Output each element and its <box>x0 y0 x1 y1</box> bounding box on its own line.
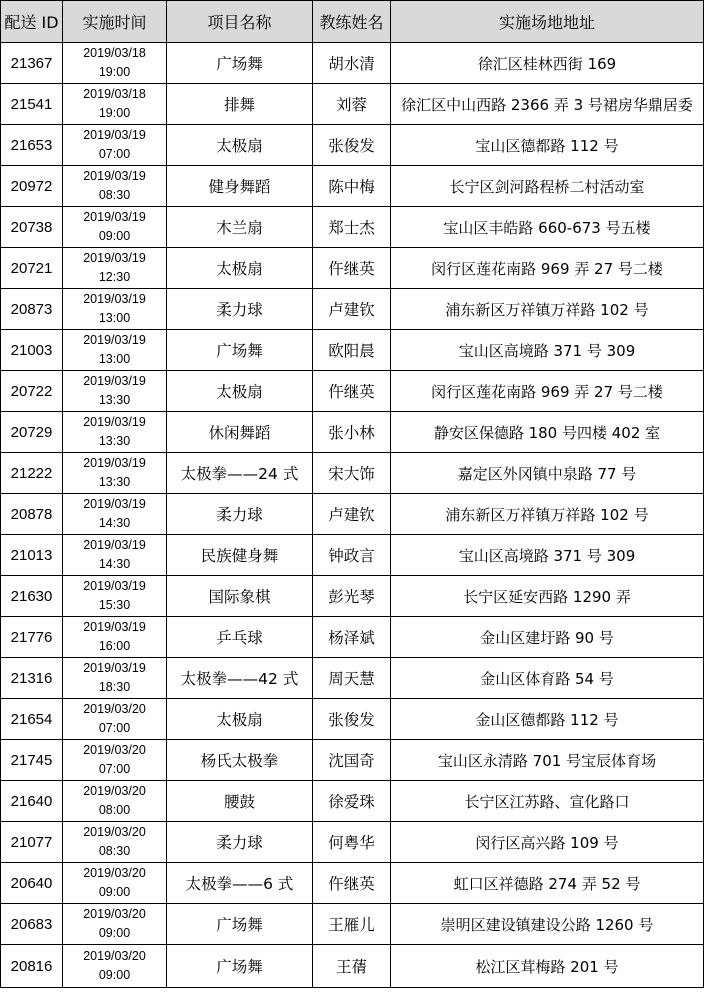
cell-date: 2019/03/19 <box>83 415 146 429</box>
cell-address: 闵行区莲花南路 969 弄 27 号二楼 <box>391 371 704 412</box>
cell-coach: 刘蓉 <box>313 84 391 125</box>
cell-datetime <box>63 822 167 863</box>
cell-coach: 郑士杰 <box>313 207 391 248</box>
cell-datetime <box>63 945 167 988</box>
cell-time: 07:00 <box>98 147 131 161</box>
header-address: 实施场地地址 <box>391 1 704 43</box>
cell-address: 闵行区高兴路 109 号 <box>391 822 704 863</box>
header-time: 实施时间 <box>63 1 167 43</box>
cell-id: 21640 <box>1 781 63 822</box>
cell-time: 19:00 <box>98 106 131 120</box>
cell-project: 国际象棋 <box>167 576 313 617</box>
cell-address: 宝山区高境路 371 号 309 <box>391 535 704 576</box>
cell-coach: 杨泽斌 <box>313 617 391 658</box>
cell-project: 广场舞 <box>167 330 313 371</box>
table-header <box>1 1 704 43</box>
cell-date: 2019/03/19 <box>83 210 146 224</box>
cell-project: 广场舞 <box>167 945 313 988</box>
cell-date: 2019/03/19 <box>83 251 146 265</box>
cell-datetime <box>63 617 167 658</box>
cell-datetime <box>63 658 167 699</box>
cell-coach: 张俊发 <box>313 125 391 166</box>
header-id: 配送 ID <box>1 1 63 43</box>
cell-time: 09:00 <box>98 229 131 243</box>
cell-datetime <box>63 289 167 330</box>
cell-coach: 陈中梅 <box>313 166 391 207</box>
cell-coach: 胡水清 <box>313 43 391 84</box>
cell-address: 长宁区延安西路 1290 弄 <box>391 576 704 617</box>
cell-time: 08:30 <box>98 188 131 202</box>
table-row <box>1 822 704 863</box>
cell-address: 金山区德都路 112 号 <box>391 699 704 740</box>
cell-coach: 欧阳晨 <box>313 330 391 371</box>
table-row <box>1 740 704 781</box>
cell-time: 08:00 <box>98 803 131 817</box>
cell-id: 21541 <box>1 84 63 125</box>
table-row <box>1 945 704 988</box>
cell-id: 20738 <box>1 207 63 248</box>
cell-coach: 仵继英 <box>313 863 391 904</box>
cell-time: 08:30 <box>98 844 131 858</box>
cell-time: 19:00 <box>98 65 131 79</box>
cell-coach: 周天慧 <box>313 658 391 699</box>
cell-datetime <box>63 412 167 453</box>
cell-date: 2019/03/19 <box>83 374 146 388</box>
cell-datetime <box>63 84 167 125</box>
table-row <box>1 412 704 453</box>
cell-project: 太极扇 <box>167 125 313 166</box>
cell-date: 2019/03/19 <box>83 579 146 593</box>
cell-id: 21003 <box>1 330 63 371</box>
cell-time: 16:00 <box>98 639 131 653</box>
cell-address: 宝山区德都路 112 号 <box>391 125 704 166</box>
cell-date: 2019/03/20 <box>83 866 146 880</box>
cell-datetime <box>63 453 167 494</box>
cell-date: 2019/03/19 <box>83 538 146 552</box>
cell-date: 2019/03/18 <box>83 46 146 60</box>
cell-datetime <box>63 248 167 289</box>
cell-address: 徐汇区桂林西街 169 <box>391 43 704 84</box>
cell-address: 宝山区永清路 701 号宝辰体育场 <box>391 740 704 781</box>
cell-id: 20972 <box>1 166 63 207</box>
cell-date: 2019/03/20 <box>83 784 146 798</box>
table-row <box>1 535 704 576</box>
cell-id: 20873 <box>1 289 63 330</box>
cell-datetime <box>63 781 167 822</box>
cell-time: 13:30 <box>98 434 131 448</box>
cell-project: 乒乓球 <box>167 617 313 658</box>
cell-datetime <box>63 576 167 617</box>
table-row <box>1 699 704 740</box>
cell-coach: 钟政言 <box>313 535 391 576</box>
cell-address: 静安区保德路 180 号四楼 402 室 <box>391 412 704 453</box>
cell-date: 2019/03/20 <box>83 949 146 963</box>
cell-datetime <box>63 330 167 371</box>
cell-time: 09:00 <box>98 885 131 899</box>
cell-project: 太极扇 <box>167 699 313 740</box>
cell-address: 浦东新区万祥镇万祥路 102 号 <box>391 494 704 535</box>
cell-id: 21653 <box>1 125 63 166</box>
cell-time: 18:30 <box>98 680 131 694</box>
cell-date: 2019/03/20 <box>83 825 146 839</box>
table-row <box>1 494 704 535</box>
cell-id: 21077 <box>1 822 63 863</box>
table-row <box>1 330 704 371</box>
cell-time: 07:00 <box>98 762 131 776</box>
cell-project: 太极扇 <box>167 248 313 289</box>
cell-id: 21013 <box>1 535 63 576</box>
cell-date: 2019/03/19 <box>83 620 146 634</box>
cell-coach: 宋大饰 <box>313 453 391 494</box>
cell-address: 崇明区建设镇建设公路 1260 号 <box>391 904 704 945</box>
cell-coach: 王蒨 <box>313 945 391 988</box>
cell-coach: 卢建钦 <box>313 494 391 535</box>
cell-project: 广场舞 <box>167 904 313 945</box>
table-row <box>1 166 704 207</box>
cell-time: 14:30 <box>98 557 131 571</box>
cell-datetime <box>63 371 167 412</box>
cell-coach: 沈国奇 <box>313 740 391 781</box>
cell-coach: 王雁儿 <box>313 904 391 945</box>
cell-address: 长宁区剑河路程桥二村活动室 <box>391 166 704 207</box>
cell-date: 2019/03/20 <box>83 907 146 921</box>
cell-id: 20878 <box>1 494 63 535</box>
cell-datetime <box>63 125 167 166</box>
cell-address: 宝山区高境路 371 号 309 <box>391 330 704 371</box>
cell-project: 柔力球 <box>167 289 313 330</box>
cell-time: 13:30 <box>98 393 131 407</box>
cell-project: 柔力球 <box>167 822 313 863</box>
cell-address: 嘉定区外冈镇中泉路 77 号 <box>391 453 704 494</box>
cell-date: 2019/03/19 <box>83 169 146 183</box>
header-row <box>1 1 704 43</box>
table-row <box>1 125 704 166</box>
cell-datetime <box>63 740 167 781</box>
cell-time: 07:00 <box>98 721 131 735</box>
table-body <box>1 43 704 988</box>
cell-date: 2019/03/19 <box>83 661 146 675</box>
cell-datetime <box>63 535 167 576</box>
cell-coach: 仵继英 <box>313 248 391 289</box>
cell-id: 21654 <box>1 699 63 740</box>
cell-id: 21367 <box>1 43 63 84</box>
cell-project: 杨氏太极拳 <box>167 740 313 781</box>
cell-project: 木兰扇 <box>167 207 313 248</box>
cell-coach: 张俊发 <box>313 699 391 740</box>
cell-coach: 彭光琴 <box>313 576 391 617</box>
table-row <box>1 576 704 617</box>
cell-project: 太极拳——6 式 <box>167 863 313 904</box>
cell-datetime <box>63 207 167 248</box>
cell-id: 21316 <box>1 658 63 699</box>
cell-id: 20640 <box>1 863 63 904</box>
cell-id: 20683 <box>1 904 63 945</box>
cell-id: 21776 <box>1 617 63 658</box>
cell-time: 13:00 <box>98 311 131 325</box>
cell-address: 金山区体育路 54 号 <box>391 658 704 699</box>
cell-project: 休闲舞蹈 <box>167 412 313 453</box>
table-row <box>1 289 704 330</box>
table-row <box>1 658 704 699</box>
cell-time: 09:00 <box>98 926 131 940</box>
cell-project: 健身舞蹈 <box>167 166 313 207</box>
header-project: 项目名称 <box>167 1 313 43</box>
cell-time: 13:00 <box>98 352 131 366</box>
cell-project: 广场舞 <box>167 43 313 84</box>
table-row <box>1 207 704 248</box>
cell-id: 20722 <box>1 371 63 412</box>
cell-project: 民族健身舞 <box>167 535 313 576</box>
cell-id: 21222 <box>1 453 63 494</box>
table-row <box>1 781 704 822</box>
cell-address: 徐汇区中山西路 2366 弄 3 号裙房华鼎居委 <box>391 84 704 125</box>
cell-project: 柔力球 <box>167 494 313 535</box>
cell-datetime <box>63 166 167 207</box>
cell-id: 20721 <box>1 248 63 289</box>
cell-coach: 徐爱珠 <box>313 781 391 822</box>
table-row <box>1 371 704 412</box>
cell-project: 腰鼓 <box>167 781 313 822</box>
table-row <box>1 248 704 289</box>
table-row <box>1 453 704 494</box>
cell-coach: 何粤华 <box>313 822 391 863</box>
table-row <box>1 863 704 904</box>
cell-address: 闵行区莲花南路 969 弄 27 号二楼 <box>391 248 704 289</box>
cell-project: 排舞 <box>167 84 313 125</box>
cell-address: 长宁区江苏路、宣化路口 <box>391 781 704 822</box>
table-row <box>1 43 704 84</box>
cell-datetime <box>63 863 167 904</box>
cell-datetime <box>63 904 167 945</box>
cell-id: 21630 <box>1 576 63 617</box>
table-row <box>1 617 704 658</box>
cell-time: 15:30 <box>98 598 131 612</box>
cell-project: 太极拳——42 式 <box>167 658 313 699</box>
cell-date: 2019/03/20 <box>83 702 146 716</box>
cell-date: 2019/03/19 <box>83 456 146 470</box>
cell-address: 宝山区丰皓路 660-673 号五楼 <box>391 207 704 248</box>
cell-datetime <box>63 494 167 535</box>
cell-time: 12:30 <box>98 270 131 284</box>
cell-datetime <box>63 43 167 84</box>
header-coach: 教练姓名 <box>313 1 391 43</box>
cell-address: 松江区茸梅路 201 号 <box>391 945 704 988</box>
cell-datetime <box>63 699 167 740</box>
cell-address: 浦东新区万祥镇万祥路 102 号 <box>391 289 704 330</box>
cell-time: 14:30 <box>98 516 131 530</box>
cell-date: 2019/03/19 <box>83 333 146 347</box>
cell-time: 13:30 <box>98 475 131 489</box>
table-row <box>1 84 704 125</box>
cell-id: 21745 <box>1 740 63 781</box>
cell-address: 虹口区祥德路 274 弄 52 号 <box>391 863 704 904</box>
cell-date: 2019/03/19 <box>83 128 146 142</box>
cell-date: 2019/03/20 <box>83 743 146 757</box>
cell-id: 20816 <box>1 945 63 988</box>
cell-time: 09:00 <box>98 968 131 982</box>
cell-project: 太极扇 <box>167 371 313 412</box>
table-row <box>1 904 704 945</box>
cell-id: 20729 <box>1 412 63 453</box>
cell-coach: 仵继英 <box>313 371 391 412</box>
cell-coach: 卢建钦 <box>313 289 391 330</box>
cell-project: 太极拳——24 式 <box>167 453 313 494</box>
cell-date: 2019/03/18 <box>83 87 146 101</box>
cell-coach: 张小林 <box>313 412 391 453</box>
cell-date: 2019/03/19 <box>83 497 146 511</box>
cell-address: 金山区建圩路 90 号 <box>391 617 704 658</box>
cell-date: 2019/03/19 <box>83 292 146 306</box>
